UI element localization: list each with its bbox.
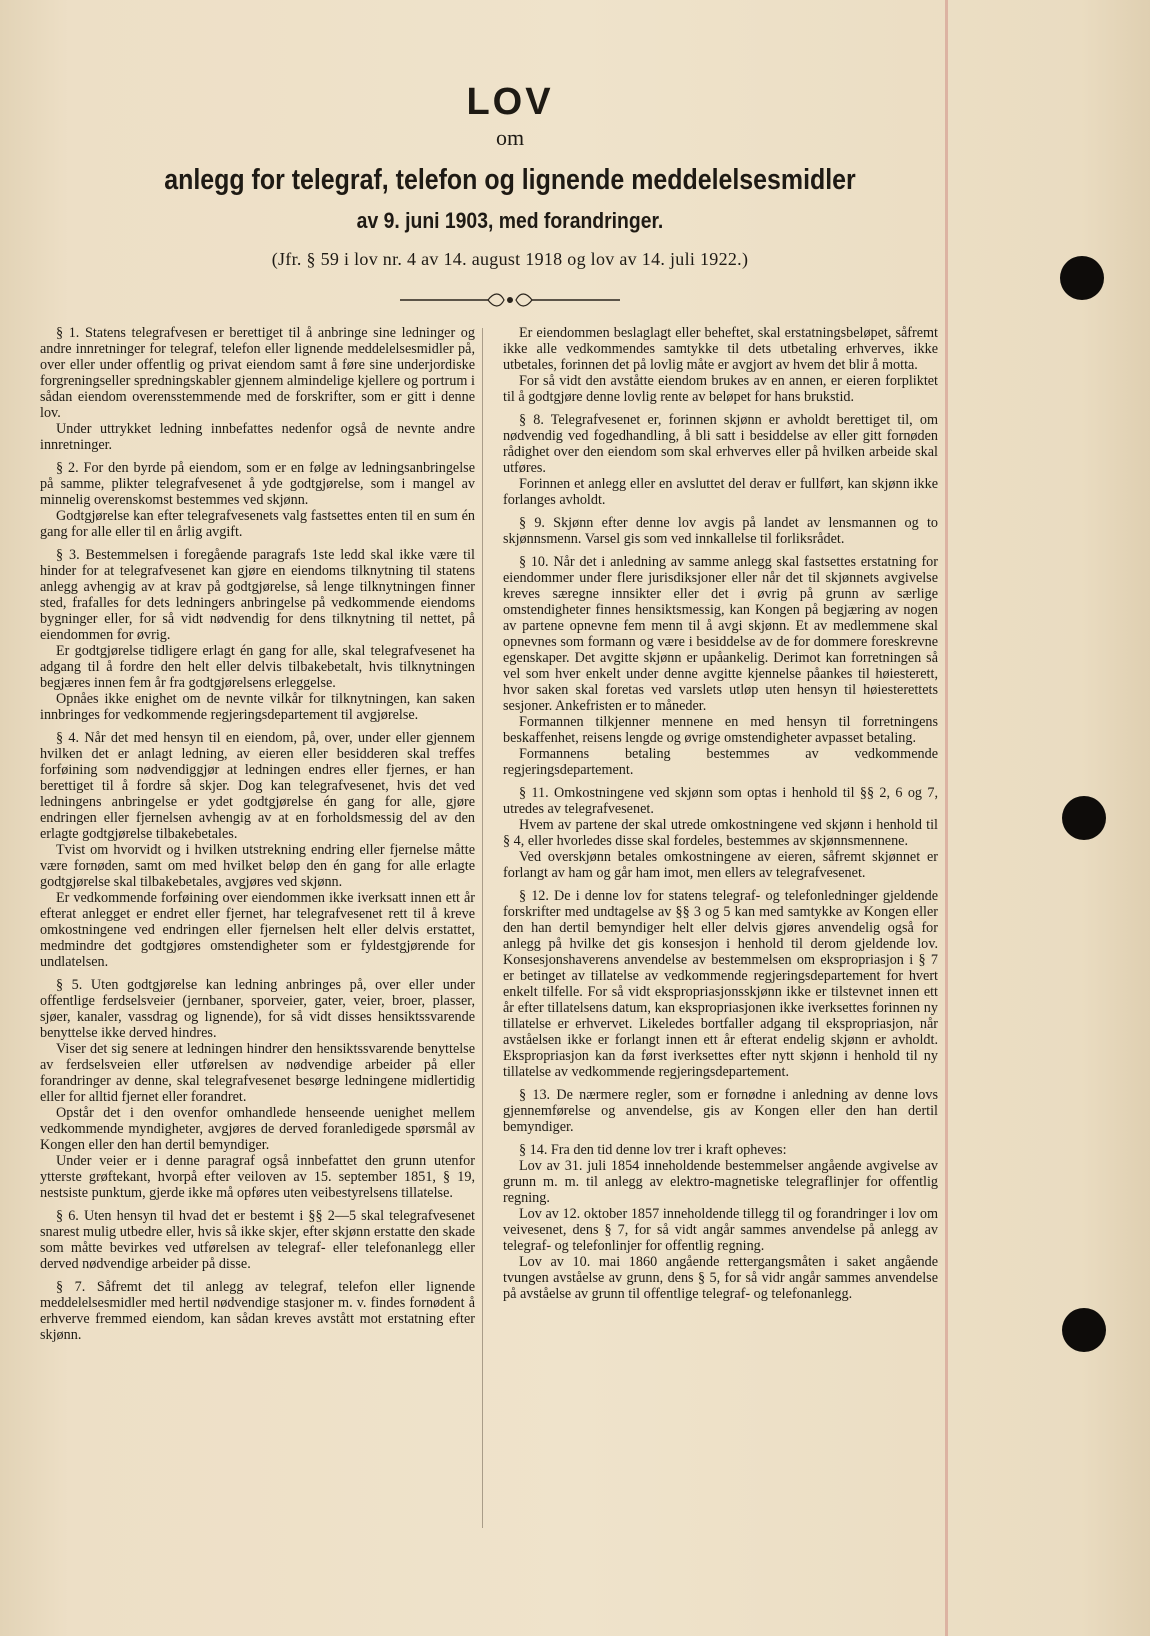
paragraph: Formannens betaling bestemmes av vedkommende regjeringsdepartement. [503, 746, 938, 778]
paragraph: Opnåes ikke enighet om de nevnte vilkår for tilknytningen, kan saken innbringes for vedkommende regjeringsdepartement til avgjørelse. [40, 691, 475, 723]
paragraph: Godtgjørelse kan efter telegrafvesenets valg fastsettes enten til en sum én gang for alle eller til en årlig avgift. [40, 508, 475, 540]
paragraph: Hvem av partene der skal utrede omkostningene ved skjønn i henhold til § 4, eller hvorledes disse skal fordeles, bestemmes av skjønnsmennene. [503, 817, 938, 849]
law-subject: anlegg for telegraf, telefon og lignende meddelelsesmidler [164, 164, 856, 196]
paragraph: Lov av 10. mai 1860 angående rettergangsmåten i saket angående tvungen avståelse av grunn, dens § 5, for så vidr angår sammes anvendelse på avståelse av grunn til offentlige telegraf- og telefonanlegg. [503, 1254, 938, 1302]
section-paragraph: § 3. Bestemmelsen i foregående paragrafs 1ste ledd skal ikke være til hinder for at telegrafvesenet kan gjøre en eiendoms tilknytning til statens anlegg avhengig av at krav på godtgjørelse, så lenge tilknytningen finner sted, frafalles for dets ledningers anbringelse på vedkommende eiendoms bygninger eller, for så vidt nødvendig for dens tilknytning til nettet, på eiendommen for øvrig. [40, 547, 475, 643]
section-paragraph: § 6. Uten hensyn til hvad det er bestemt i §§ 2—5 skal telegrafvesenet snarest mulig utbedre eller, hvis så ikke skjer, efter skjønn erstatte den skade som måtte bevirkes ved utførelsen av telegraf- eller telefonanlegg eller derved nødvendige arbeider på disse. [40, 1208, 475, 1272]
law-text [40, 325, 938, 1343]
page-title: LOV [466, 81, 554, 123]
ornament-divider-icon [400, 289, 620, 311]
paragraph: Forinnen et anlegg eller en avsluttet del derav er fullført, kan skjønn ikke forlanges avholdt. [503, 476, 938, 508]
paragraph: Opstår det i den ovenfor omhandlede henseende uenighet mellem vedkommende myndigheter, avgjøres de derved foranledigede spørsmål av Kongen eller den han dertil bemyndiger. [40, 1105, 475, 1153]
punch-hole [1062, 796, 1106, 840]
paragraph: Er vedkommende forføining over eiendommen ikke iverksatt innen ett år efterat anlegget er endret eller fjernet, har telegrafvesenet rett til å kreve omkostningene ved endringen eller fjernelsen helt eller delvis erstattet, medmindre det godtgjøres omstendigheter som er fyldestgjørende for undlatelsen. [40, 890, 475, 970]
left-column [40, 325, 475, 1343]
paragraph: Viser det sig senere at ledningen hindrer den hensiktssvarende benyttelse av ferdselsveien eller utførelsen av nødvendige arbeider på eller forandringer av denne, skal telegrafvesenet besørge ledningene midlertidig eller for alltid fjernet eller forandret. [40, 1041, 475, 1105]
right-column [503, 325, 938, 1343]
paragraph: Tvist om hvorvidt og i hvilken utstrekning endring eller fjernelse måtte være fornøden, samt om med hvilket beløp den én gang for alle erlagte godtgjørelse skal tilbakebetales, avgjøres ved skjønn. [40, 842, 475, 890]
section-paragraph: § 1. Statens telegrafvesen er berettiget til å anbringe sine ledninger og andre innretninger for telegraf, telefon eller lignende meddelelsesmidler på, over eller under offentlig og privat eiendom samt å føre sine underjordiske forgreningseller spredningskabler gjennem almindelige kjellere og portrum i sådan eiendom overensstemmende med de forskrifter, som er gitt i denne lov. [40, 325, 475, 421]
law-reference: (Jfr. § 59 i lov nr. 4 av 14. august 1918 og lov av 14. juli 1922.) [271, 249, 749, 269]
section-paragraph: § 8. Telegrafvesenet er, forinnen skjønn er avholdt berettiget til, om nødvendig ved fogedhandling, å bli satt i besiddelse av eller gitt fornøden rådighet over den eiendom som skal erhverves eller på hvilken arbeide skal utføres. [503, 412, 938, 476]
section-paragraph: § 7. Såfremt det til anlegg av telegraf, telefon eller lignende meddelelsesmidler med hertil nødvendige stasjoner m. v. findes fornødent å erhverve fremmed eiendom, kan sådan kreves avstått mot erstatning efter skjønn. [40, 1279, 475, 1343]
section-paragraph: § 4. Når det med hensyn til en eiendom, på, over, under eller gjennem hvilken det er anlagt ledning, av eieren eller besidderen skal treffes forføining som nødvendiggjør at ledningen endres eller fjernes, er han berettiget til å fordre så skjer. Dog kan telegrafvesenet, hvis det ved ledningens anbringelse er ydet godtgjørelse én gang for alle, gjøre endringen eller fjernelsen avhengig av at en forholdsmessig del av den erlagte godtgjørelse tilbakebetales. [40, 730, 475, 842]
section-paragraph: § 5. Uten godtgjørelse kan ledning anbringes på, over eller under offentlige ferdselsveier (jernbaner, sporveier, gater, veier, broer, plasser, sjøer, kanaler, vassdrag og lignende), for så vidt disses hensiktssvarende benyttelse ikke derved hindres. [40, 977, 475, 1041]
punch-hole [1060, 256, 1104, 300]
section-paragraph: § 9. Skjønn efter denne lov avgis på landet av lensmannen og to skjønnsmenn. Varsel gis som ved innkallelse til forliksrådet. [503, 515, 938, 547]
paragraph: Lov av 31. juli 1854 inneholdende bestemmelser angående avgivelse av grunn m. m. til anlegg av elektro-magnetiske telegraflinjer for offentlig regning. [503, 1158, 938, 1206]
law-date: av 9. juni 1903, med forandringer. [356, 208, 664, 233]
punch-hole [1062, 1308, 1106, 1352]
document-header [60, 82, 960, 272]
section-paragraph: § 13. De nærmere regler, som er fornødne i anledning av denne lovs gjennemførelse og anvendelse, gis av Kongen eller den han dertil bemyndiger. [503, 1087, 938, 1135]
paragraph: For så vidt den avståtte eiendom brukes av en annen, er eieren forpliktet til å godtgjøre denne lovlig rente av beløpet for hans brukstid. [503, 373, 938, 405]
paragraph: Formannen tilkjenner mennene en med hensyn til forretningens beskaffenhet, reisens lengde og øvrige omstendigheter avpasset betaling. [503, 714, 938, 746]
paragraph: Under veier er i denne paragraf også innbefattet den grunn utenfor ytterste grøftekant, hvorpå efter veiloven av 15. september 1851, § 19, nestsiste punktum, gjerde ikke må opføres uten veibestyrelsens tillatelse. [40, 1153, 475, 1201]
section-paragraph: § 10. Når det i anledning av samme anlegg skal fastsettes erstatning for eiendommer under flere jurisdiksjoner eller når det til skjønnets avgivelse kreves særegne innsikter eller det i øvrig på grunn av særlige omstendigheter finnes hensiktsmessig, kan Kongen på begjæring av nogen av partene opnevne fem menn til å avgi skjønn. Et av medlemmene skal opnevnes som formann og være i besiddelse av de for dommere foreskrevne egenskaper. Det avgitte skjønn er upåankelig. Derimot kan forretningen så vel som hver enkelt under denne avgitte kjennelse påankes til høiesterett, hvor saken skal foretas ved varslets utløp uten hensyn til høiesterettets sesjoner. Ankefristen er to måneder. [503, 554, 938, 714]
paragraph: Ved overskjønn betales omkostningene av eieren, såfremt skjønnet er forlangt av ham og går ham imot, men ellers av telegrafvesenet. [503, 849, 938, 881]
section-paragraph: § 12. De i denne lov for statens telegraf- og telefonledninger gjeldende forskrifter med undtagelse av §§ 3 og 5 kan med samtykke av Kongen eller den han dertil bemyndiger helt eller delvis gjøres anvendelig også for anlegg på hvilke det gis konsesjon i henhold til derom gjeldende lov. Konsesjonshaverens anvendelse av bestemmelsen om ekspropriasjon i § 7 er betinget av tillatelse av vedkommende regjeringsdepartement for hvert enkelt tilfelle. For så vidt ekspropriasjonsskjønn ikke er tilstevnet innen ett år efter tillatelsens datum, kan ekspropriasjonen ikke iverksettes forinnen ny tillatelse er erhvervet. Likeledes bortfaller adgang til ekspropriasjon, når avståelsen ikke er forlangt innen ett år efterat endelig skjønn er avholdt. Ekspropriasjon kan da først iverksettes efter nytt skjønn i henhold til ny tillatelse av vedkommende regjeringsdepartement. [503, 888, 938, 1080]
paragraph: Under uttrykket ledning innbefattes nedenfor også de nevnte andre innretninger. [40, 421, 475, 453]
paragraph: Er eiendommen beslaglagt eller beheftet, skal erstatningsbeløpet, såfremt ikke alle vedkommendes samtykke til dets utbetaling erhverves, ikke utbetales, forinnen det på lovlig måte er avgjort av hvem det blir å motta. [503, 325, 938, 373]
title-preposition: om [495, 125, 525, 150]
section-paragraph: § 2. For den byrde på eiendom, som er en følge av ledningsanbringelse på samme, plikter telegrafvesenet å yde godtgjørelse, som i mangel av minnelig overenskomst bestemmes ved skjønn. [40, 460, 475, 508]
paragraph: Lov av 12. oktober 1857 inneholdende tillegg til og forandringer i lov om veivesenet, dens § 7, for så vidt angår sammes anvendelse på anlegg av telegraf- og telefonlinjer for offentlig regning. [503, 1206, 938, 1254]
section-paragraph: § 14. Fra den tid denne lov trer i kraft opheves: [519, 1142, 787, 1158]
paragraph: Er godtgjørelse tidligere erlagt én gang for alle, skal telegrafvesenet ha adgang til å fordre den helt eller delvis tilbakebetalt, hvis tilknytningen begjæres innen fem år fra godtgjørelsens erleggelse. [40, 643, 475, 691]
section-paragraph: § 11. Omkostningene ved skjønn som optas i henhold til §§ 2, 6 og 7, utredes av telegrafvesenet. [503, 785, 938, 817]
